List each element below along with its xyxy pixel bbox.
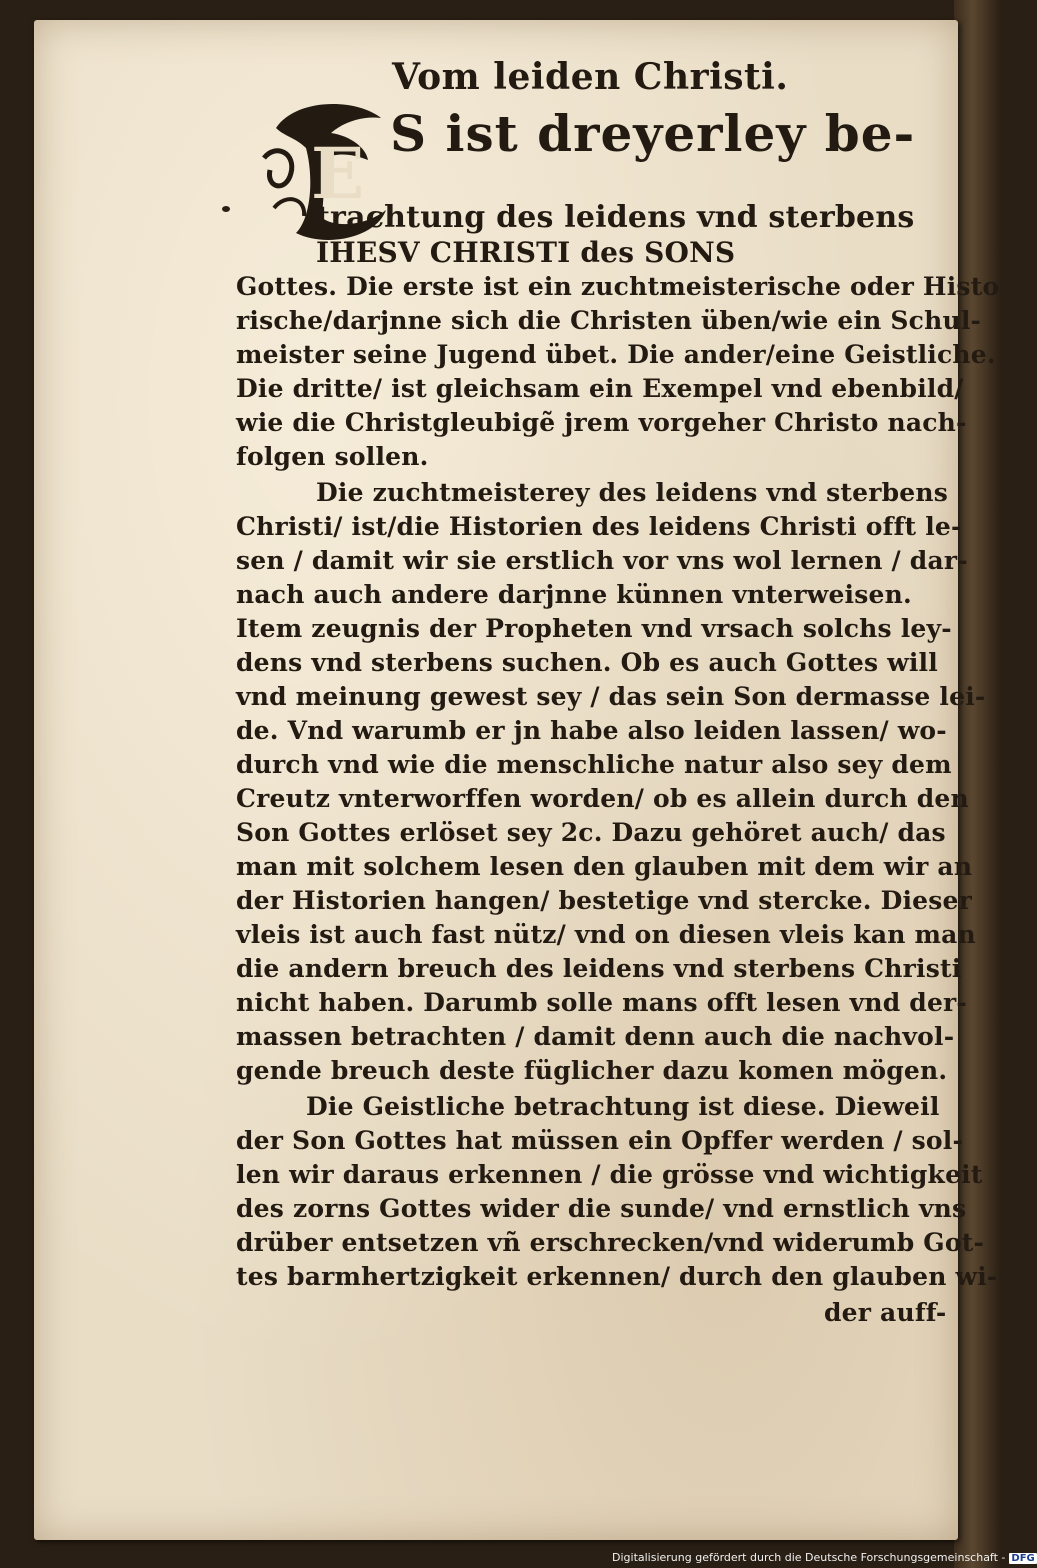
text-line: dens vnd sterbens suchen. Ob es auch Gottes will (236, 648, 938, 677)
text-line: Die Geistliche betrachtung ist diese. Dieweil (306, 1092, 940, 1121)
footer-text: Digitalisierung gefördert durch die Deutsche Forschungsgemeinschaft - (612, 1551, 1006, 1564)
svg-text:E: E (311, 132, 365, 215)
text-line: Son Gottes erlöset sey 2c. Dazu gehöret auch/ das (236, 818, 946, 847)
text-line: Die zuchtmeisterey des leidens vnd sterbens (316, 478, 949, 507)
digitization-footer (612, 1551, 1037, 1567)
text-line: der Historien hangen/ bestetige vnd stercke. Dieser (236, 886, 973, 915)
text-line: trachtung des leidens vnd sterbens (316, 200, 915, 235)
text-line: Item zeugnis der Propheten vnd vrsach solchs ley- (236, 614, 952, 643)
text-line: nach auch andere darjnne künnen vnterweisen. (236, 580, 912, 609)
text-line: der Son Gottes hat müssen ein Opffer werden / sol- (236, 1126, 964, 1155)
text-line: vnd meinung gewest sey / das sein Son dermasse lei- (236, 682, 986, 711)
heading-line: S ist dreyerley be- (390, 104, 916, 163)
text-line: die andern breuch des leidens vnd sterbens Christi (236, 954, 962, 983)
text-line: folgen sollen. (236, 442, 429, 471)
text-line: massen betrachten / damit denn auch die nachvol- (236, 1022, 955, 1051)
ink-speck (222, 206, 230, 212)
text-line: nicht haben. Darumb solle mans offt lesen vnd der- (236, 988, 968, 1017)
text-line: tes barmhertzigkeit erkennen/ durch den glauben wi- (236, 1262, 998, 1291)
text-line: gende breuch deste füglicher dazu komen mögen. (236, 1056, 948, 1085)
text-line: Die dritte/ ist gleichsam ein Exempel vnd ebenbild/ (236, 374, 964, 403)
catchword: der auff- (824, 1298, 947, 1327)
text-line: man mit solchem lesen den glauben mit dem wir an (236, 852, 973, 881)
dfg-logo: DFG (1011, 1553, 1035, 1564)
text-line: meister seine Jugend übet. Die ander/eine Geistliche. (236, 340, 996, 369)
text-line: durch vnd wie die menschliche natur also sey dem (236, 750, 952, 779)
text-line: des zorns Gottes wider die sunde/ vnd ernstlich vns (236, 1194, 967, 1223)
text-line: rische/darjnne sich die Christen üben/wie ein Schul- (236, 306, 982, 335)
text-line: de. Vnd warumb er jn habe also leiden lassen/ wo- (236, 716, 947, 745)
text-line: Creutz vnterworffen worden/ ob es allein durch den (236, 784, 969, 813)
book-page (34, 20, 1000, 1540)
text-line: Gottes. Die erste ist ein zuchtmeisterische oder Histo (236, 272, 1000, 301)
text-line: sen / damit wir sie erstlich vor vns wol lernen / dar- (236, 546, 968, 575)
text-line: IHESV CHRISTI des SONS (316, 236, 736, 269)
text-line: wie die Christgleubigẽ jrem vorgeher Christo nach- (236, 408, 967, 437)
running-title: Vom leiden Christi. (392, 56, 789, 98)
text-block (34, 20, 1000, 1540)
text-line: len wir daraus erkennen / die grösse vnd wichtigkeit (236, 1160, 983, 1189)
text-line: Christi/ ist/die Historien des leidens Christi offt le- (236, 512, 962, 541)
text-line: drüber entsetzen vñ erschrecken/vnd widerumb Got- (236, 1228, 985, 1257)
text-line: vleis ist auch fast nütz/ vnd on diesen vleis kan man (236, 920, 976, 949)
